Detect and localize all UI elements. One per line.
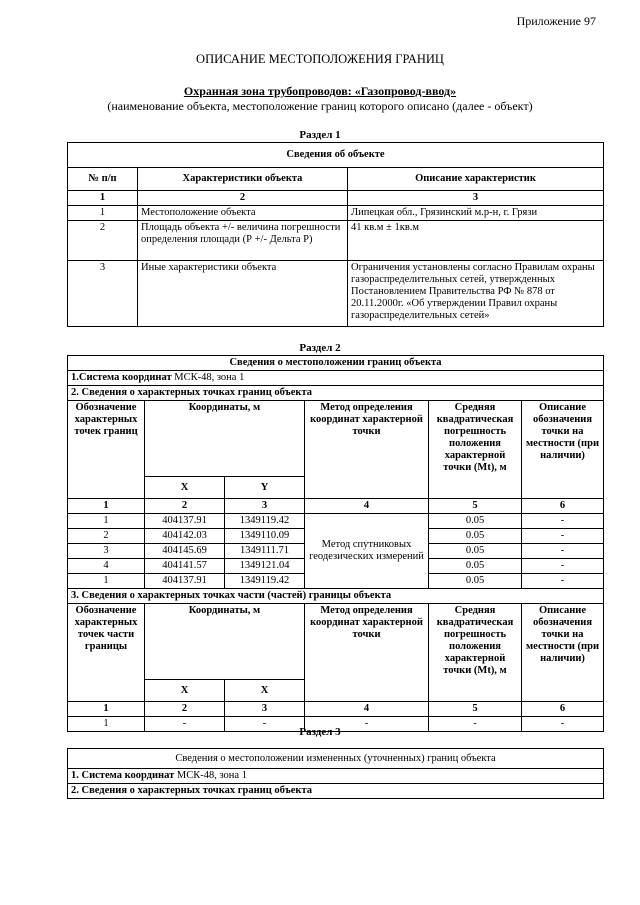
col-part-point-designation: Обозначение характерных точек части границы <box>68 604 145 702</box>
section-3-table <box>67 748 604 799</box>
point-description: - <box>522 514 604 529</box>
subsection-boundary-points: 2. Сведения о характерных точках границ объекта <box>68 386 604 401</box>
point-y: 1349110.09 <box>225 529 305 544</box>
point-number: 1 <box>68 514 145 529</box>
part-point-y: - <box>225 717 305 732</box>
point-method: Метод спутниковых геодезических измерений <box>305 514 429 589</box>
part-point-x: - <box>145 717 225 732</box>
point-accuracy: 0.05 <box>429 544 522 559</box>
coordinate-system <box>68 769 604 784</box>
row-number: 2 <box>68 221 138 261</box>
index-cell: 2 <box>145 702 225 717</box>
part-point-number: 1 <box>68 717 145 732</box>
index-cell: 6 <box>522 499 604 514</box>
point-y: 1349119.42 <box>225 514 305 529</box>
coordinate-system-value: МСК-48, зона 1 <box>174 372 245 383</box>
table-row <box>68 206 604 221</box>
point-description: - <box>522 544 604 559</box>
index-cell: 4 <box>305 702 429 717</box>
index-cell: 2 <box>145 499 225 514</box>
col-point-description: Описание обозначения точки на местности (при наличии) <box>522 401 604 499</box>
col-method: Метод определения координат характерной точки <box>305 401 429 499</box>
row-characteristic: Иные характеристики объекта <box>138 261 348 327</box>
document-title: ОПИСАНИЕ МЕСТОПОЛОЖЕНИЯ ГРАНИЦ <box>196 52 444 66</box>
table-row <box>68 221 604 261</box>
point-x: 404141.57 <box>145 559 225 574</box>
part-point-accuracy: - <box>429 717 522 732</box>
section-3-label: Раздел 3 <box>299 726 341 738</box>
point-y: 1349119.42 <box>225 574 305 589</box>
point-x: 404137.91 <box>145 514 225 529</box>
row-number: 3 <box>68 261 138 327</box>
point-description: - <box>522 529 604 544</box>
point-number: 4 <box>68 559 145 574</box>
point-x: 404142.03 <box>145 529 225 544</box>
object-name: Охранная зона трубопроводов: «Газопровод-ввод» <box>183 84 457 98</box>
coordinate-system-label: 1.Система координат <box>71 372 172 383</box>
point-y: 1349121.04 <box>225 559 305 574</box>
point-description: - <box>522 559 604 574</box>
col-accuracy: Средняя квадратическая погрешность положения характерной точки (Mt), м <box>429 604 522 702</box>
table-row <box>68 261 604 327</box>
coordinate-system <box>68 371 604 386</box>
col-x: X <box>145 680 225 702</box>
coordinate-system-label: 1. Система координат <box>71 770 175 781</box>
point-number: 3 <box>68 544 145 559</box>
index-cell: 3 <box>348 191 604 206</box>
index-cell: 1 <box>68 191 138 206</box>
subsection-part-points: 3. Сведения о характерных точках части (частей) границы объекта <box>68 589 604 604</box>
col-coordinates: Координаты, м <box>145 604 305 680</box>
col-accuracy: Средняя квадратическая погрешность положения характерной точки (Mt), м <box>429 401 522 499</box>
point-accuracy: 0.05 <box>429 574 522 589</box>
object-name-caption: (наименование объекта, местоположение границ которого описано (далее - объект) <box>107 99 533 113</box>
col-point-description: Описание обозначения точки на местности (при наличии) <box>522 604 604 702</box>
row-number: 1 <box>68 206 138 221</box>
point-description: - <box>522 574 604 589</box>
col-number: № п/п <box>68 168 138 191</box>
point-number: 2 <box>68 529 145 544</box>
col-x: X <box>145 477 225 499</box>
col-description: Описание характеристик <box>348 168 604 191</box>
index-cell: 2 <box>138 191 348 206</box>
section-2-header: Сведения о местоположении границ объекта <box>68 356 604 371</box>
index-cell: 3 <box>225 702 305 717</box>
section-2-label: Раздел 2 <box>299 342 341 354</box>
part-point-description: - <box>522 717 604 732</box>
point-number: 1 <box>68 574 145 589</box>
col-y: Y <box>225 477 305 499</box>
point-accuracy: 0.05 <box>429 529 522 544</box>
index-cell: 3 <box>225 499 305 514</box>
index-cell: 6 <box>522 702 604 717</box>
part-point-method: - <box>305 717 429 732</box>
row-description: 41 кв.м ± 1кв.м <box>348 221 604 261</box>
section-1-table <box>67 142 604 327</box>
section-1-header: Сведения об объекте <box>68 143 604 168</box>
index-cell: 4 <box>305 499 429 514</box>
index-cell: 5 <box>429 499 522 514</box>
index-cell: 1 <box>68 702 145 717</box>
section-2-table <box>67 355 604 732</box>
appendix-label: Приложение 97 <box>516 14 596 28</box>
point-accuracy: 0.05 <box>429 514 522 529</box>
subsection-boundary-points: 2. Сведения о характерных точках границ объекта <box>68 784 604 799</box>
index-cell: 5 <box>429 702 522 717</box>
section-1-label: Раздел 1 <box>299 129 341 141</box>
row-characteristic: Местоположение объекта <box>138 206 348 221</box>
col-x: X <box>225 680 305 702</box>
point-x: 404137.91 <box>145 574 225 589</box>
col-characteristics: Характеристики объекта <box>138 168 348 191</box>
col-point-designation: Обозначение характерных точек границ <box>68 401 145 499</box>
table-row <box>68 514 604 529</box>
col-method: Метод определения координат характерной точки <box>305 604 429 702</box>
point-y: 1349111.71 <box>225 544 305 559</box>
point-x: 404145.69 <box>145 544 225 559</box>
coordinate-system-value: МСК-48, зона 1 <box>176 770 247 781</box>
row-description: Липецкая обл., Грязинский м.р-н, г. Грязи <box>348 206 604 221</box>
col-coordinates: Координаты, м <box>145 401 305 477</box>
point-accuracy: 0.05 <box>429 559 522 574</box>
row-characteristic: Площадь объекта +/- величина погрешности определения площади (Р +/- Дельта Р) <box>138 221 348 261</box>
section-3-header: Сведения о местоположении измененных (уточненных) границ объекта <box>68 749 604 769</box>
index-cell: 1 <box>68 499 145 514</box>
row-description: Ограничения установлены согласно Правилам охраны газораспределительных сетей, утвержденных Постановлением Правительства РФ № 878 от 20.11.2000г. «Об утверждении Правил охраны газораспределительных сетей» <box>348 261 604 327</box>
